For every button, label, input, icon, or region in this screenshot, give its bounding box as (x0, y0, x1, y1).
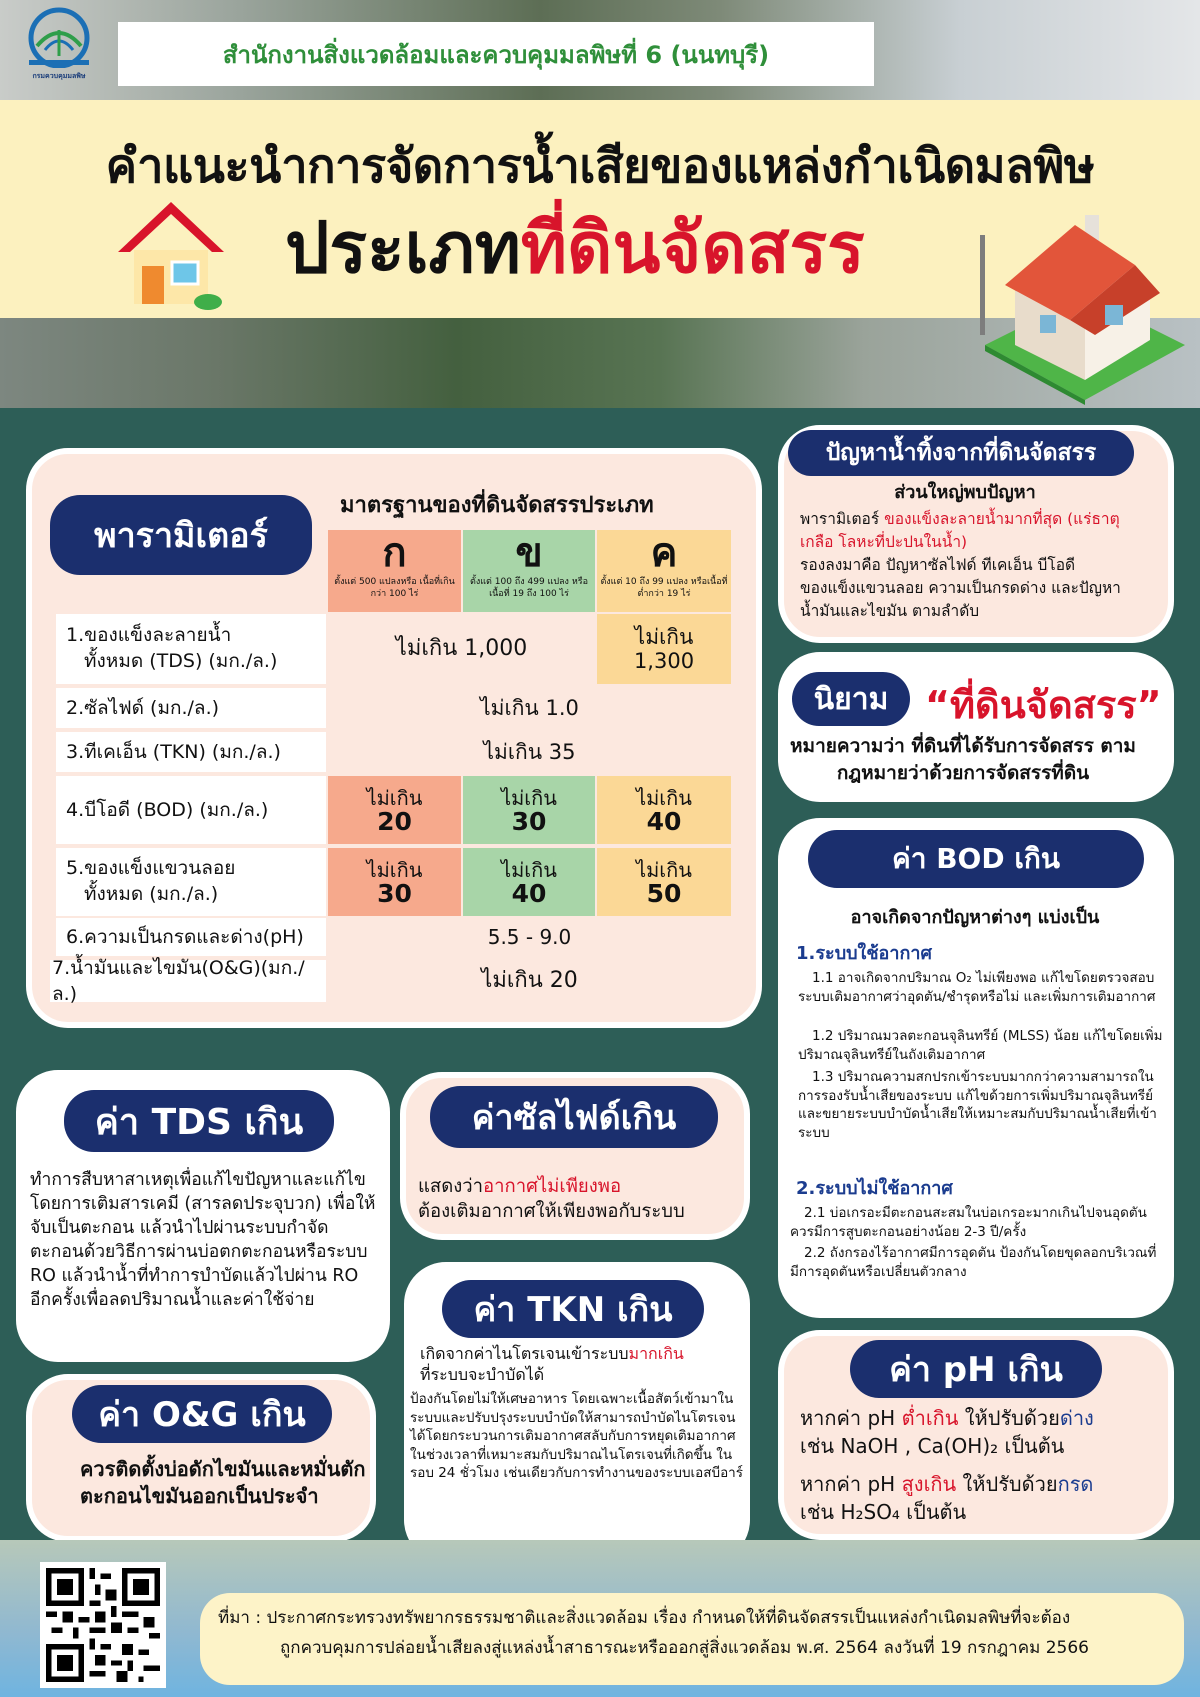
ph-low-agent: ด่าง (1059, 1406, 1094, 1430)
row-label-og: 7.น้ำมันและไขมัน(O&G)(มก./ล.) (50, 960, 326, 1002)
og-title: ค่า O&G เกิน (72, 1385, 332, 1443)
class-description: ตั้งแต่ 100 ถึง 499 แปลง หรือเนื้อที่ 19 ถึง 100 ไร่ (470, 577, 588, 599)
tds-value-ab: ไม่เกิน 1,000 (328, 614, 595, 684)
class-letter: ค (650, 530, 678, 576)
cell-prefix: ไม่เกิน (636, 786, 692, 810)
class-description: ตั้งแต่ 500 แปลงหรือ เนื้อที่เกินกว่า 100 ไร่ (334, 577, 455, 599)
sulfide-action: ต้องเติมอากาศให้เพียงพอกับระบบ (418, 1201, 685, 1222)
og-value: ไม่เกิน 20 (328, 960, 731, 1002)
bod-value-kho (463, 776, 595, 844)
class-description: ตั้งแต่ 10 ถึง 99 แปลง หรือเนื้อที่ต่ำกว่า 19 ไร่ (600, 577, 728, 599)
sulfide-title: ค่าซัลไฟด์เกิน (430, 1086, 718, 1148)
house-icon (112, 196, 230, 314)
class-letter: ก (382, 530, 407, 576)
ph-value: 5.5 - 9.0 (328, 918, 731, 956)
ph-high-example: เช่น H₂SO₄ เป็นต้น (800, 1500, 967, 1524)
cell-prefix: ไม่เกิน (634, 625, 694, 649)
bod-item-2-2: 2.2 ถังกรองไร้อากาศมีการอุดตัน ป้องกันโดยขุดลอกบริเวณที่มีการอุดตันหรือเปลี่ยนตัวกลาง (790, 1245, 1157, 1280)
bod-title: ค่า BOD เกิน (808, 830, 1144, 888)
problem-highlight: ของแข็งละลายน้ำมากที่สุด (แร่ธาตุ เกลือ โลหะที่ปะปนในน้ำ) (800, 510, 1120, 551)
ph-high-condition: สูงเกิน (901, 1472, 957, 1496)
bod-value-kha (597, 776, 731, 844)
problem-secondary: รองลงมาคือ ปัญหาซัลไฟด์ ทีเคเอ็น บีโอดี ของแข็งแขวนลอย ความเป็นกรดด่าง และปัญหาน้ำมันและไขมัน ตามลำดับ (800, 556, 1121, 620)
row-label-line: 5.ของแข็งแขวนลอย (66, 857, 236, 879)
cell-prefix: ไม่เกิน (366, 786, 423, 810)
cell-number: 40 (646, 807, 682, 836)
source-citation (200, 1593, 1184, 1685)
tds-text: ทำการสืบหาสาเหตุเพื่อแก้ไขปัญหาและแก้ไขโดยการเติมสารเคมี (สารลดประจุบวก) เพื่อให้จับเป็นตะกอน แล้วนำไปผ่านระบบกำจัดตะกอนด้วยวิธีการผ่านบ่อตกตะกอนหรือระบบ RO แล้วนำน้ำที่ทำการบำบัดแล้วไปผ่าน RO อีกครั้งเพื่อลดปริมาณน้ำและค่าใช้จ่าย (30, 1170, 376, 1310)
ss-value-kha (597, 848, 731, 916)
tds-title: ค่า TDS เกิน (64, 1090, 334, 1152)
ph-low-example: เช่น NaOH , Ca(OH)₂ เป็นต้น (800, 1434, 1065, 1458)
agency-name: สำนักงานสิ่งแวดล้อมและควบคุมมลพิษที่ 6 (นนทบุรี) (118, 22, 874, 86)
class-header-kho (463, 530, 595, 612)
row-label-ph: 6.ความเป็นกรดและด่าง(pH) (56, 918, 326, 956)
department-logo (14, 6, 104, 92)
cell-number: 20 (377, 807, 412, 836)
tkn-intro-highlight: มากเกิน (628, 1344, 684, 1363)
class-letter: ข (515, 530, 543, 576)
class-header-kha (597, 530, 731, 612)
row-label-line: ทั้งหมด (มก./ล.) (84, 883, 219, 905)
cell-number: 50 (646, 879, 682, 908)
og-text: ควรติดตั้งบ่อดักไขมันและหมั่นตักตะกอนไขมันออกเป็นประจำ (80, 1457, 366, 1508)
logo-text: กรมควบคุมมลพิษ (32, 72, 86, 80)
row-label-line: 1.ของแข็งละลายน้ำ (66, 624, 232, 646)
ph-low-rule (800, 1404, 1160, 1460)
cell-number: 1,300 (633, 649, 695, 673)
bod-anaerobic-heading: 2.ระบบไม่ใช้อากาศ (796, 1178, 953, 1199)
definition-text: หมายความว่า ที่ดินที่ได้รับการจัดสรร ตามกฎหมายว่าด้วยการจัดสรรที่ดิน (790, 735, 1136, 784)
ss-value-ka (328, 848, 461, 916)
ph-text (800, 1404, 1160, 1536)
tkn-intro-lead: เกิดจากค่าไนโตรเจนเข้าระบบ (420, 1344, 629, 1363)
ph-low-lead: หากค่า pH (800, 1406, 902, 1430)
cell-prefix: ไม่เกิน (366, 858, 423, 882)
cell-number: 30 (377, 879, 412, 908)
class-header-ka (328, 530, 461, 612)
source-line-2: ถูกควบคุมการปล่อยน้ำเสียลงสู่แหล่งน้ำสาธารณะหรือออกสู่สิ่งแวดล้อม พ.ศ. 2564 ลงวันที่ 19 กรกฎาคม 2566 (280, 1638, 1089, 1658)
cell-prefix: ไม่เกิน (501, 858, 557, 882)
tkn-text: ป้องกันโดยไม่ให้เศษอาหาร โดยเฉพาะเนื้อสัตว์เข้ามาในระบบและปรับปรุงระบบบำบัดให้สามารถบำบัดไนโตรเจนได้โดยกระบวนการเติมอากาศสลับกับการหยุดเติมอากาศในช่วงเวลาที่เหมาะสมกับปริมาณไนโตรเจนที่เกิดขึ้น ในรอบ 24 ชั่วโมง เช่นเดียวกับการทำงานของระบบเอสบีอาร์ (410, 1391, 744, 1481)
row-label-sulfide: 2.ซัลไฟด์ (มก./ล.) (56, 688, 326, 728)
row-label-bod: 4.บีโอดี (BOD) (มก./ล.) (56, 776, 326, 844)
problem-heading: ส่วนใหญ่พบปัญหา (894, 482, 1036, 503)
qr-code-icon (46, 1568, 160, 1682)
sulfide-text (418, 1174, 758, 1224)
cell-number: 30 (511, 807, 547, 836)
row-label-tkn: 3.ทีเคเอ็น (TKN) (มก./ล.) (56, 732, 326, 772)
problem-title: ปัญหาน้ำทิ้งจากที่ดินจัดสรร (788, 430, 1134, 476)
tds-value-c (597, 614, 731, 684)
subtitle-highlight: ที่ดินจัดสรร (520, 207, 865, 289)
problem-param-label: พารามิเตอร์ (800, 510, 885, 528)
ph-high-mid: ให้ปรับด้วย (956, 1472, 1058, 1496)
tkn-value: ไม่เกิน 35 (328, 732, 731, 772)
source-line-1: ที่มา : ประกาศกระทรวงทรัพยากรธรรมชาติและสิ่งแวดล้อม เรื่อง กำหนดให้ที่ดินจัดสรรเป็นแหล่งกำเนิดมลพิษที่จะต้อง (218, 1608, 1071, 1628)
bod-value-ka (328, 776, 461, 844)
ss-value-kho (463, 848, 595, 916)
page-title: คำแนะนำการจัดการน้ำเสียของแหล่งกำเนิดมลพิษ (105, 139, 1095, 194)
bod-intro: อาจเกิดจากปัญหาต่างๆ แบ่งเป็น (850, 907, 1100, 928)
cell-number: 40 (511, 879, 547, 908)
isometric-house-icon (975, 205, 1190, 405)
ph-high-agent: กรด (1057, 1472, 1094, 1496)
bod-aerobic-heading: 1.ระบบใช้อากาศ (796, 943, 932, 964)
pcd-logo-icon (19, 6, 99, 68)
parameter-title: พารามิเตอร์ (50, 495, 312, 575)
sulfide-lead: แสดงว่า (418, 1176, 484, 1197)
tkn-intro (420, 1343, 750, 1385)
standard-title: มาตรฐานของที่ดินจัดสรรประเภท (340, 493, 654, 518)
row-label-ss (56, 848, 326, 916)
problem-text (800, 481, 1130, 623)
page-subtitle (285, 192, 865, 303)
ph-title: ค่า pH เกิน (850, 1340, 1102, 1398)
bod-item-1-1: 1.1 อาจเกิดจากปริมาณ O₂ ไม่เพียงพอ แก้ไขโดยตรวจสอบระบบเติมอากาศว่าอุดตัน/ชำรุดหรือไม่ และเพิ่มการเติมอากาศ (798, 970, 1156, 1005)
ph-high-rule (800, 1470, 1160, 1526)
tkn-intro-tail: ที่ระบบจะบำบัดได้ (420, 1365, 545, 1384)
sulfide-highlight: อากาศไม่เพียงพอ (483, 1176, 622, 1197)
row-label-tds (56, 614, 326, 684)
bod-item-1-2: 1.2 ปริมาณมวลตะกอนจุลินทรีย์ (MLSS) น้อย แก้ไขโดยเพิ่มปริมาณจุลินทรีย์ในถังเติมอากาศ (798, 1028, 1163, 1063)
bod-item-1-3: 1.3 ปริมาณความสกปรกเข้าระบบมากกว่าความสามารถในการรองรับน้ำเสียของระบบ แก้ไขด้วยการเพิ่มปริมาณจุลินทรีย์และขยายระบบบำบัดน้ำเสียให้เหมาะสมกับปริมาณน้ำเสียที่เข้าระบบ (798, 1069, 1157, 1141)
sulfide-value: ไม่เกิน 1.0 (328, 688, 731, 728)
ph-high-lead: หากค่า pH (800, 1472, 902, 1496)
definition-term: “ที่ดินจัดสรร” (925, 683, 1162, 727)
ph-low-mid: ให้ปรับด้วย (958, 1406, 1060, 1430)
subtitle-prefix: ประเภท (285, 207, 521, 289)
tkn-title: ค่า TKN เกิน (442, 1280, 704, 1338)
cell-prefix: ไม่เกิน (501, 786, 557, 810)
row-label-line: ทั้งหมด (TDS) (มก./ล.) (84, 650, 278, 672)
bod-item-2-1: 2.1 บ่อเกรอะมีตะกอนสะสมในบ่อเกรอะมากเกินไปจนอุดตัน ควรมีการสูบตะกอนอย่างน้อย 2-3 ปี/ครั้ง (790, 1205, 1147, 1240)
definition-pill: นิยาม (792, 672, 910, 726)
qr-code[interactable] (40, 1562, 166, 1688)
ph-low-condition: ต่ำเกิน (901, 1406, 959, 1430)
cell-prefix: ไม่เกิน (636, 858, 692, 882)
